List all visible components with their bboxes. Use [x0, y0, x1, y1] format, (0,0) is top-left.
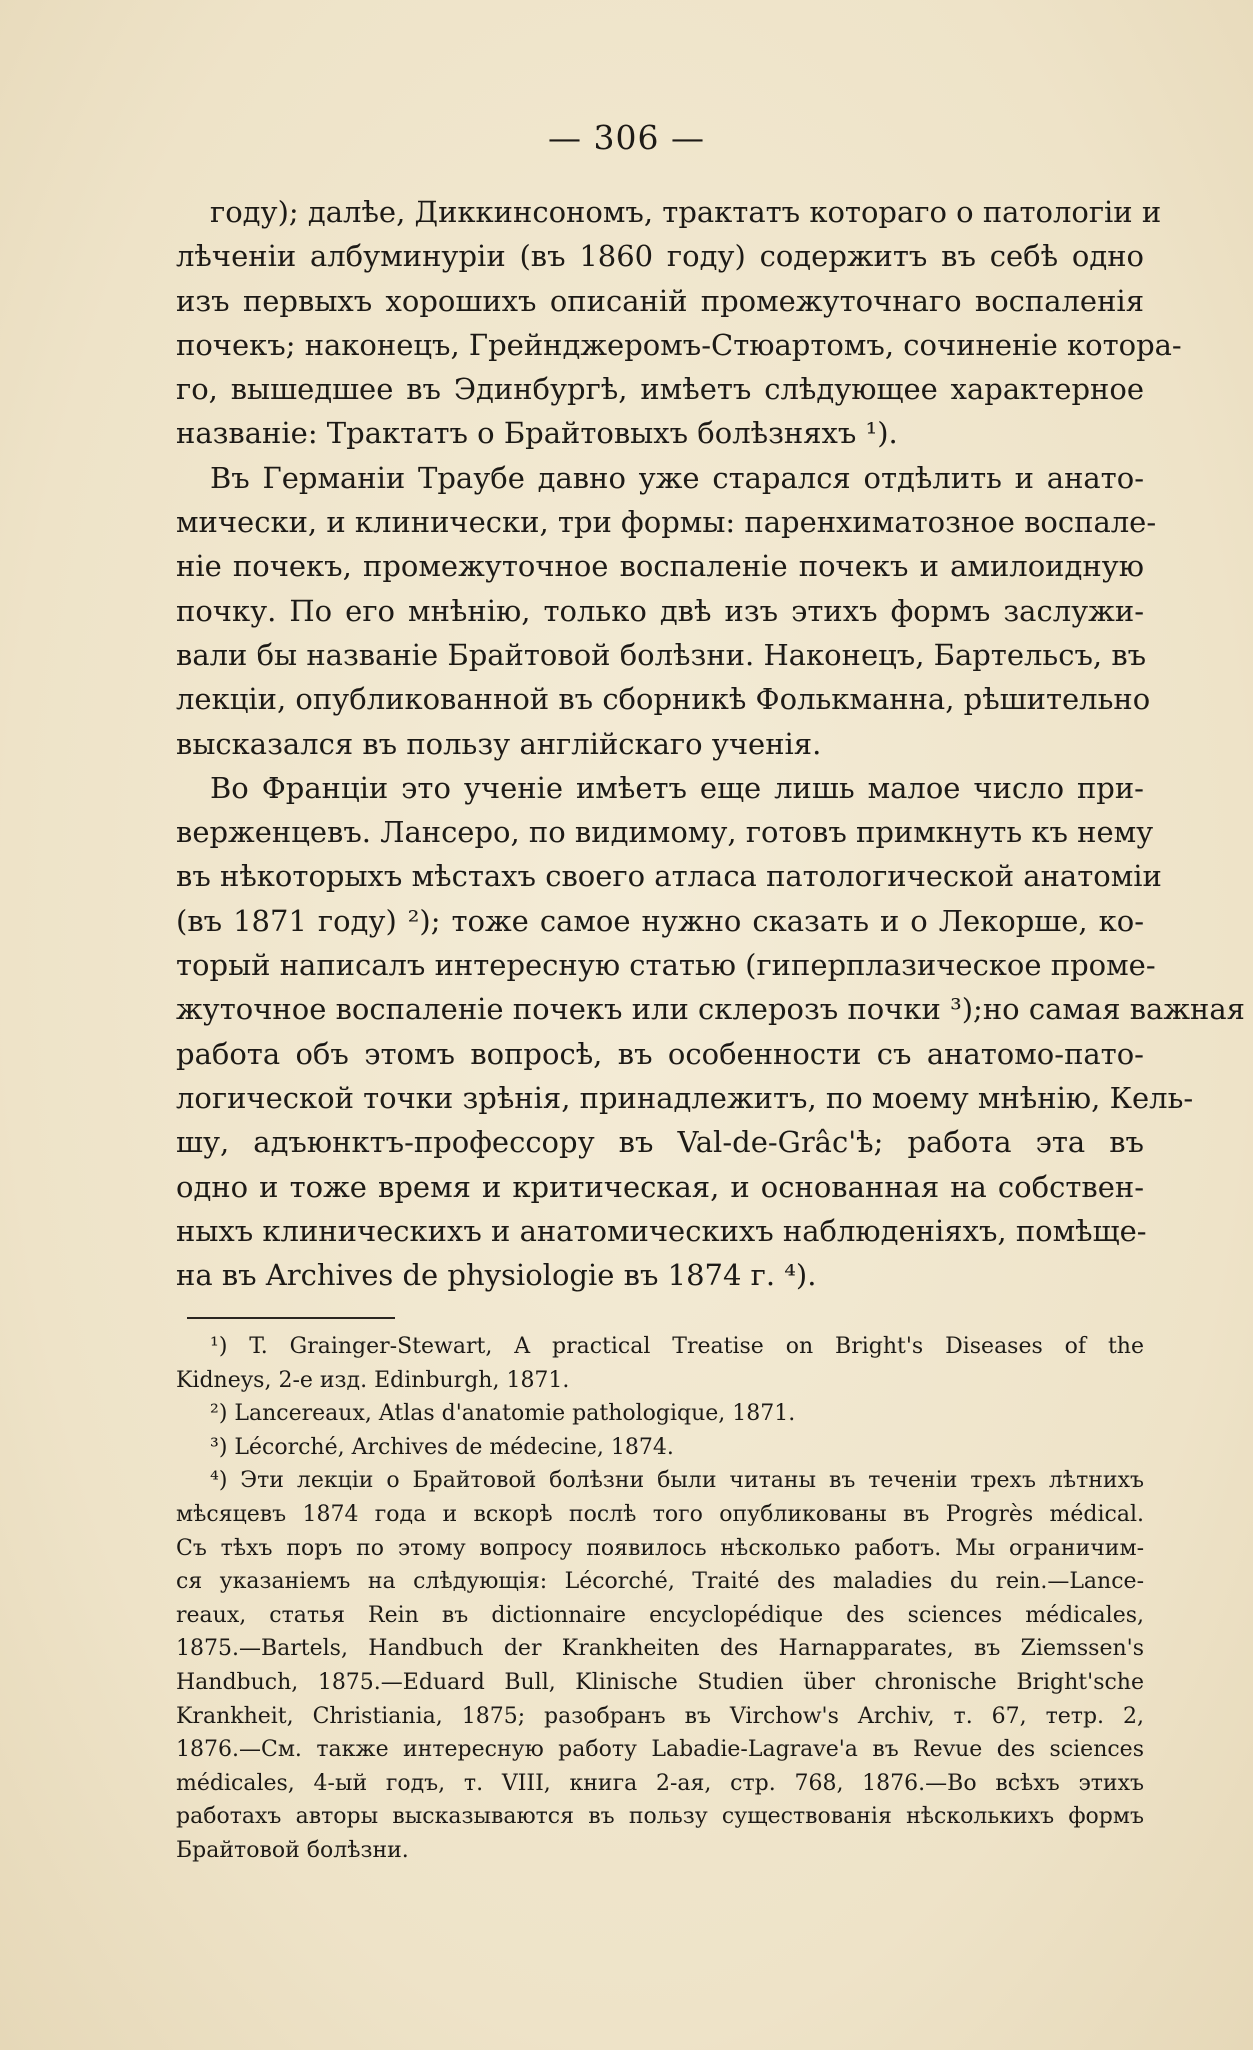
text-line: работа объ этомъ вопросѣ, въ особенности съ анатомо-пато-	[176, 1036, 1144, 1071]
footnote-line: ⁴) Эти лекціи о Брайтовой болѣзни были читаны въ теченіи трехъ лѣтнихъ	[210, 1468, 1144, 1494]
text-line: шу, адъюнктъ-профессору въ Val-de-Grâc'ѣ; работа эта въ	[176, 1125, 1144, 1160]
footnote-line: médicales, 4-ый годъ, т. VIII, книга 2-ая, стр. 768, 1876.—Во всѣхъ этихъ	[176, 1770, 1144, 1796]
text-line: почекъ; наконецъ, Грейнджеромъ-Стюартомъ, сочиненіе котора-	[176, 327, 1182, 362]
text-line: ныхъ клиническихъ и анатомическихъ наблюденіяхъ, помѣще-	[176, 1213, 1147, 1248]
text-line: одно и тоже время и критическая, и основанная на собствен-	[176, 1169, 1144, 1204]
footnote-line: Брайтовой болѣзни.	[176, 1837, 409, 1863]
text-line: го, вышедшее въ Эдинбургѣ, имѣетъ слѣдующее характерное	[176, 372, 1144, 407]
footnote-line: работахъ авторы высказываются въ пользу существованія нѣсколькихъ формъ	[176, 1804, 1144, 1830]
text-line: жуточное воспаленіе почекъ или склерозъ почки ³);но самая важная	[176, 992, 1245, 1027]
footnote-line: ¹) T. Grainger-Stewart, A practical Treatise on Bright's Diseases of the	[210, 1334, 1144, 1359]
text-line: Во Франціи это ученіе имѣетъ еще лишь малое число при-	[210, 770, 1144, 805]
footnote-line: Kidneys, 2-е изд. Edinburgh, 1871.	[176, 1367, 570, 1393]
footnote-line: Krankheit, Christiania, 1875; разобранъ въ Virchow's Archiv, т. 67, тетр. 2,	[176, 1703, 1144, 1729]
text-line: изъ первыхъ хорошихъ описаній промежуточнаго воспаленія	[176, 283, 1144, 318]
body-text	[176, 190, 1245, 1297]
page-number: — 306 —	[548, 118, 705, 157]
footnote-line: мѣсяцевъ 1874 года и вскорѣ послѣ того опубликованы въ Progrès médical.	[176, 1501, 1144, 1527]
text-line: ніе почекъ, промежуточное воспаленіе почекъ и амилоидную	[176, 549, 1144, 584]
footnote-divider	[187, 1317, 395, 1319]
footnote-line: ³) Lécorché, Archives de médecine, 1874.	[210, 1434, 674, 1460]
footnote-line: 1876.—См. также интересную работу Labadie-Lagrave'a въ Revue des sciences	[176, 1737, 1144, 1763]
footnote-line: Съ тѣхъ поръ по этому вопросу появилось нѣсколько работъ. Мы ограничим-	[176, 1535, 1144, 1561]
text-line: верженцевъ. Лансеро, по видимому, готовъ примкнуть къ нему	[176, 815, 1154, 850]
text-line: вали бы названіе Брайтовой болѣзни. Наконецъ, Бартельсъ, въ	[176, 637, 1147, 672]
footnote-line: reaux, статья Rein въ dictionnaire encyclopédique des sciences médicales,	[176, 1602, 1144, 1628]
text-line: названіе: Трактатъ о Брайтовыхъ болѣзняхъ ¹).	[176, 416, 898, 451]
text-line: (въ 1871 году) ²); тоже самое нужно сказать и о Лекорше, ко-	[176, 903, 1144, 938]
text-line: почку. По его мнѣнію, только двѣ изъ этихъ формъ заслужи-	[176, 593, 1144, 628]
footnotes	[176, 1330, 1144, 1868]
text-line: логической точки зрѣнія, принадлежитъ, по моему мнѣнію, Кель-	[176, 1080, 1194, 1115]
text-line: на въ Archives de physiologie въ 1874 г. ⁴).	[176, 1258, 817, 1293]
footnote-line: Handbuch, 1875.—Eduard Bull, Klinische Studien über chronische Bright'sche	[176, 1669, 1144, 1695]
text-line: мически, и клинически, три формы: паренхиматозное воспале-	[176, 505, 1157, 540]
footnote-line: ²) Lancereaux, Atlas d'anatomie pathologique, 1871.	[210, 1401, 796, 1427]
text-line: Въ Германіи Траубе давно уже старался отдѣлить и анато-	[210, 460, 1144, 495]
text-line: лѣченіи албуминуріи (въ 1860 году) содержитъ въ себѣ одно	[176, 239, 1144, 274]
text-line: году); далѣе, Диккинсономъ, трактатъ котораго о патологіи и	[210, 195, 1162, 229]
text-line: высказался въ пользу англійскаго ученія.	[176, 726, 822, 761]
footnote-line: 1875.—Bartels, Handbuch der Krankheiten des Harnapparates, въ Ziemssen's	[176, 1636, 1144, 1662]
text-line: лекціи, опубликованной въ сборникѣ Фолькманна, рѣшительно	[176, 682, 1151, 717]
footnote-line: ся указаніемъ на слѣдующія: Lécorché, Traité des maladies du rein.—Lance-	[176, 1569, 1144, 1595]
text-line: въ нѣкоторыхъ мѣстахъ своего атласа патологической анатоміи	[176, 859, 1162, 894]
text-line: торый написалъ интересную статью (гиперплазическое проме-	[176, 948, 1156, 983]
